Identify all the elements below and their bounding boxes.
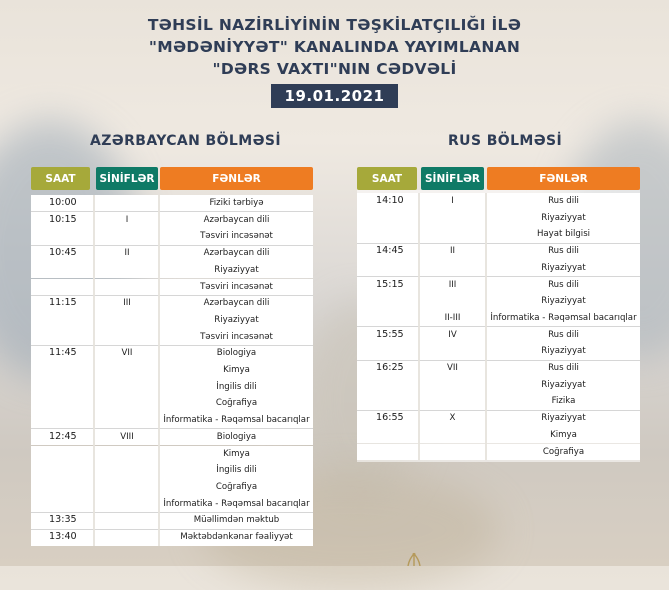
- column-divider: [158, 195, 160, 546]
- grade-cell: [421, 343, 484, 359]
- subject-cell: Müəllimdən məktub: [193, 515, 280, 526]
- subject-cell: Riyaziyyat: [214, 314, 259, 325]
- ru-section-title: RUS BÖLMƏSİ: [448, 133, 563, 149]
- subject-cell: İnformatika - Rəqəmsal bacarıqlar: [163, 498, 310, 509]
- subject-cell: Rus dili: [548, 196, 579, 206]
- header-line-2: "MƏDƏNİYYƏT" KANALINDA YAYIMLANAN: [148, 38, 521, 56]
- grade-cell: [96, 462, 158, 478]
- grade-cell: [96, 312, 158, 328]
- time-cell: 14:45: [376, 245, 404, 257]
- subject-cell: Azərbaycan dili: [203, 298, 270, 309]
- grade-cell: [421, 427, 484, 443]
- grade-cell: [421, 226, 484, 242]
- grade-cell: X: [449, 413, 456, 424]
- grade-cell: [96, 412, 158, 428]
- time-cell: 15:55: [376, 328, 404, 340]
- subject-cell: İngilis dili: [216, 381, 257, 392]
- grade-cell: III: [123, 298, 131, 309]
- subject-cell: Təsviri incəsənət: [200, 281, 273, 292]
- subject-cell: Kimya: [223, 365, 250, 375]
- time-cell: 12:45: [49, 430, 77, 442]
- time-cell: 15:15: [376, 278, 404, 290]
- grade-cell: [421, 393, 484, 409]
- time-cell: 11:15: [49, 297, 77, 309]
- grade-cell: [421, 377, 484, 393]
- grade-cell: [96, 479, 158, 495]
- subject-cell: İnformatika - Rəqəmsal bacarıqlar: [490, 312, 637, 323]
- subject-cell: Fiziki tərbiyə: [209, 198, 264, 208]
- grade-cell: VII: [121, 348, 133, 359]
- grade-cell: IV: [448, 329, 457, 340]
- grade-cell: [96, 529, 158, 545]
- grade-cell: II: [449, 246, 456, 257]
- time-cell: 10:45: [49, 247, 77, 259]
- grade-cell: [421, 444, 484, 460]
- subject-cell: Riyaziyyat: [541, 296, 586, 307]
- subject-cell: Riyaziyyat: [214, 264, 259, 275]
- az-section-title: AZƏRBAYCAN BÖLMƏSİ: [90, 133, 281, 149]
- subject-cell: Fizika: [551, 396, 576, 407]
- column-divider: [418, 193, 420, 460]
- subject-cell: Coğrafiya: [542, 446, 585, 457]
- subject-cell: Biologiya: [216, 348, 257, 359]
- time-cell: 16:25: [376, 362, 404, 373]
- subject-cell: Təsviri incəsənət: [200, 331, 273, 342]
- subject-cell: İngilis dili: [216, 465, 257, 476]
- ru-header-sinifler: SİNİFLƏR: [421, 167, 484, 190]
- column-divider: [485, 193, 487, 460]
- time-cell: 10:15: [49, 213, 77, 225]
- grade-cell: [421, 210, 484, 226]
- subject-cell: Kimya: [550, 429, 577, 440]
- grade-cell: [421, 260, 484, 276]
- subject-cell: Kimya: [223, 448, 250, 459]
- column-divider: [93, 195, 95, 546]
- subject-cell: Rus dili: [548, 246, 579, 257]
- subject-cell: Azərbaycan dili: [203, 214, 270, 225]
- subject-cell: Məktəbdənkənar fəaliyyət: [180, 532, 293, 542]
- subject-cell: Coğrafiya: [215, 398, 258, 409]
- az-header-sinifler: SİNİFLƏR: [96, 167, 158, 190]
- time-cell: 13:40: [49, 531, 77, 542]
- grade-cell: [96, 228, 158, 244]
- grade-cell: I: [451, 196, 454, 206]
- subject-cell: Coğrafiya: [215, 481, 258, 492]
- ru-header-saat: SAAT: [357, 167, 417, 190]
- grade-cell: [421, 293, 484, 309]
- grade-cell: II: [124, 248, 130, 259]
- subject-cell: İnformatika - Rəqəmsal bacarıqlar: [163, 415, 310, 426]
- subject-cell: Rus dili: [548, 279, 579, 290]
- subject-cell: Riyaziyyat: [541, 262, 586, 273]
- time-cell: 14:10: [376, 195, 404, 206]
- subject-cell: Rus dili: [548, 329, 579, 340]
- grade-cell: [96, 379, 158, 395]
- page-header: [0, 14, 669, 108]
- grade-cell: [96, 395, 158, 411]
- grade-cell: [96, 512, 158, 528]
- subject-cell: Rus dili: [548, 363, 579, 373]
- time-cell: 16:55: [376, 412, 404, 424]
- grade-cell: [96, 496, 158, 512]
- subject-cell: Təsviri incəsənət: [200, 231, 273, 242]
- subject-cell: Riyaziyyat: [541, 346, 586, 357]
- time-cell: 10:00: [49, 197, 77, 208]
- grade-cell: [96, 279, 158, 295]
- grade-cell: VIII: [120, 431, 134, 442]
- subject-cell: Hayat bilgisi: [536, 229, 591, 240]
- grade-cell: [96, 446, 158, 462]
- grade-cell: III: [448, 279, 457, 290]
- header-line-3: "DƏRS VAXTI"NIN CƏDVƏLİ: [212, 60, 457, 78]
- grade-cell: II-III: [444, 312, 461, 323]
- subject-cell: Riyaziyyat: [541, 413, 586, 424]
- time-cell: 11:45: [49, 347, 77, 359]
- emblem-icon: [402, 552, 426, 566]
- az-header-fenler: FƏNLƏR: [160, 167, 313, 190]
- date-badge: 19.01.2021: [271, 84, 399, 108]
- subject-cell: Riyaziyyat: [541, 212, 586, 223]
- grade-cell: [96, 262, 158, 278]
- grade-cell: VII: [447, 363, 458, 373]
- header-line-1: TƏHSİL NAZİRLİYİNİN TƏŞKİLATÇILIĞI İLƏ: [147, 16, 522, 34]
- subject-cell: Biologiya: [216, 431, 257, 442]
- az-header-saat: SAAT: [31, 167, 90, 190]
- subject-cell: Azərbaycan dili: [203, 248, 270, 259]
- grade-cell: I: [125, 214, 129, 225]
- grade-cell: [96, 362, 158, 378]
- subject-cell: Riyaziyyat: [541, 379, 586, 390]
- grade-cell: [96, 329, 158, 345]
- ru-header-fenler: FƏNLƏR: [487, 167, 640, 190]
- time-cell: 13:35: [49, 514, 77, 526]
- grade-cell: [96, 195, 158, 211]
